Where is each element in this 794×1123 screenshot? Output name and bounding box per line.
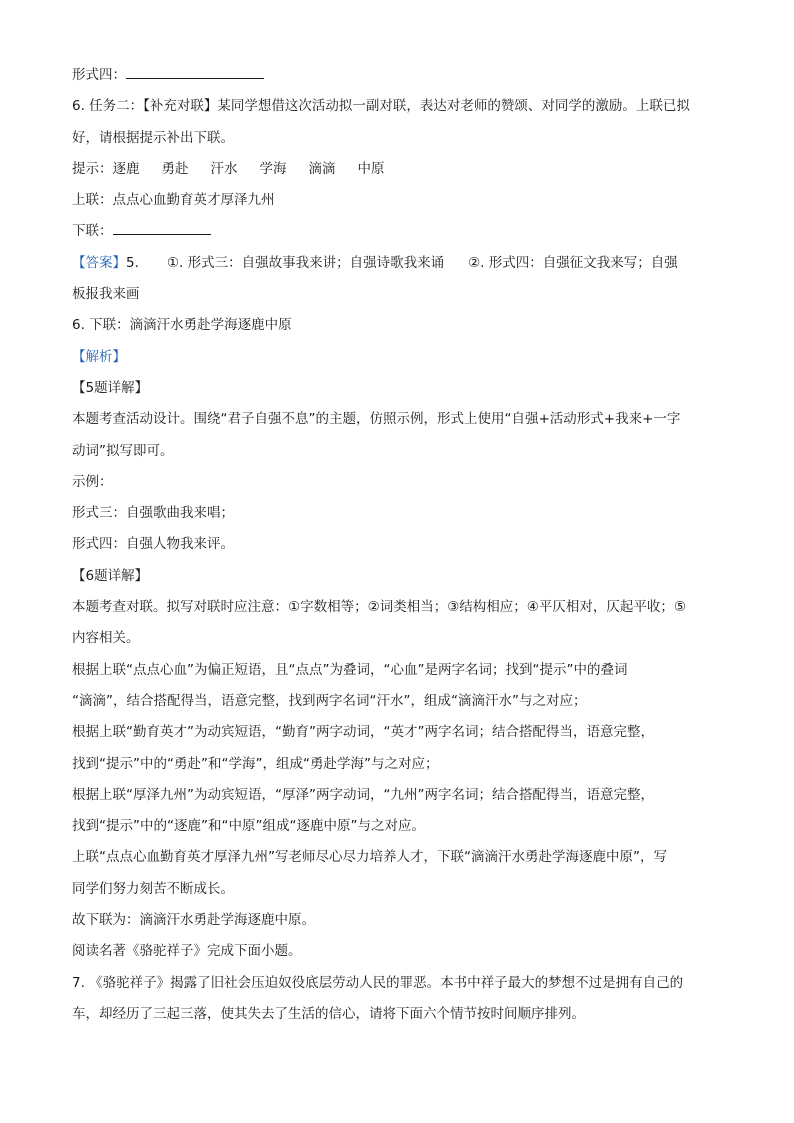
hint-word: 滴滴 (308, 160, 336, 177)
answer-part-1: ①. 形式三：自强故事我来讲；自强诗歌我来诵 (166, 254, 445, 271)
hint-word: 学海 (259, 160, 287, 177)
question-7-line-2: 车，却经历了三起三落，使其失去了生活的信心，请将下面六个情节按时间顺序排列。 (72, 1005, 585, 1022)
example-label: 示例： (72, 473, 113, 490)
detail-5-title: 【5题详解】 (72, 379, 149, 396)
upper-couplet-line: 上联：点点心血勤育英才厚泽九州 (72, 192, 275, 209)
detail-6-line-2: 内容相关。 (72, 630, 140, 647)
hint-word: 中原 (357, 160, 385, 177)
conclusion-line: 故下联为：滴滴汗水勇赴学海逐鹿中原。 (72, 912, 315, 929)
hint-label: 提示： (72, 160, 113, 177)
detail-5-line-2: 动词”拟写即可。 (72, 442, 174, 459)
answer-line-cont: 板报我来画 (72, 286, 140, 303)
hint-line (72, 154, 724, 185)
detail-6-line-6: 找到“提示”中的“勇赴”和“学海”，组成“勇赴学海”与之对应； (72, 755, 439, 772)
analysis-tag: 【解析】 (72, 348, 126, 365)
answer-tag: 【答案】 (72, 254, 126, 271)
question-6-line-2: 好，请根据提示补出下联。 (72, 129, 234, 146)
form-four-label: 形式四： (72, 67, 126, 83)
document-page (72, 60, 724, 1030)
detail-6-line-10: 同学们努力刻苦不断成长。 (72, 880, 234, 897)
detail-6-line-8: 找到“提示”中的“逐鹿”和“中原”组成“逐鹿中原”与之对应。 (72, 818, 425, 835)
detail-6-title: 【6题详解】 (72, 567, 149, 584)
detail-6-line-1: 本题考查对联。拟写对联时应注意：①字数相等；②词类相当；③结构相应；④平仄相对，仄起平收；⑤ (72, 599, 687, 616)
detail-6-line-4: “滴滴”，结合搭配得当，语意完整，找到两字名词“汗水”，组成“滴滴汗水”与之对应； (72, 692, 587, 709)
detail-5-line-1: 本题考查活动设计。围绕“君子自强不息”的主题，仿照示例，形式上使用“自强+活动形式+我来+一字 (72, 411, 681, 428)
lower-couplet-label: 下联： (72, 223, 113, 240)
detail-6-line-5: 根据上联“勤育英才”为动宾短语，“勤育”两字动词，“英才”两字名词；结合搭配得当，语意完整， (72, 724, 654, 741)
answer-line (72, 248, 724, 279)
answer-number: 5. (126, 254, 139, 271)
detail-6-line-3: 根据上联“点点心血”为偏正短语，且“点点”为叠词，“心血”是两字名词；找到“提示”中的叠词 (72, 661, 628, 678)
reading-intro-line: 阅读名著《骆驼祥子》完成下面小题。 (72, 943, 302, 960)
detail-6-line-7: 根据上联“厚泽九州”为动宾短语，“厚泽”两字动词，“九州”两字名词；结合搭配得当，语意完整， (72, 786, 654, 803)
detail-6-line-9: 上联“点点心血勤育英才厚泽九州”写老师尽心尽力培养人才，下联“滴滴汗水勇赴学海逐鹿中原”，写 (72, 849, 667, 866)
hint-word: 勇赴 (161, 160, 189, 177)
lower-couplet-line (72, 216, 724, 247)
example-form-three: 形式三：自强歌曲我来唱； (72, 505, 234, 522)
answer-part-2: ②. 形式四：自强征文我来写；自强 (468, 254, 678, 271)
form-four-blank[interactable] (126, 64, 264, 79)
lower-couplet-blank[interactable] (113, 220, 211, 235)
answer-6-line: 6. 下联：滴滴汗水勇赴学海逐鹿中原 (72, 317, 292, 334)
hint-word: 逐鹿 (112, 160, 140, 177)
form-four-line (72, 60, 724, 91)
hint-word: 汗水 (210, 160, 238, 177)
example-form-four: 形式四：自强人物我来评。 (72, 536, 234, 553)
question-7-line-1: 7. 《骆驼祥子》揭露了旧社会压迫奴役底层劳动人民的罪恶。本书中祥子最大的梦想不过是拥有自己的 (72, 974, 684, 991)
question-6-line-1: 6. 任务二：【补充对联】某同学想借这次活动拟一副对联，表达对老师的赞颂、对同学的激励。上联已拟 (72, 98, 690, 115)
